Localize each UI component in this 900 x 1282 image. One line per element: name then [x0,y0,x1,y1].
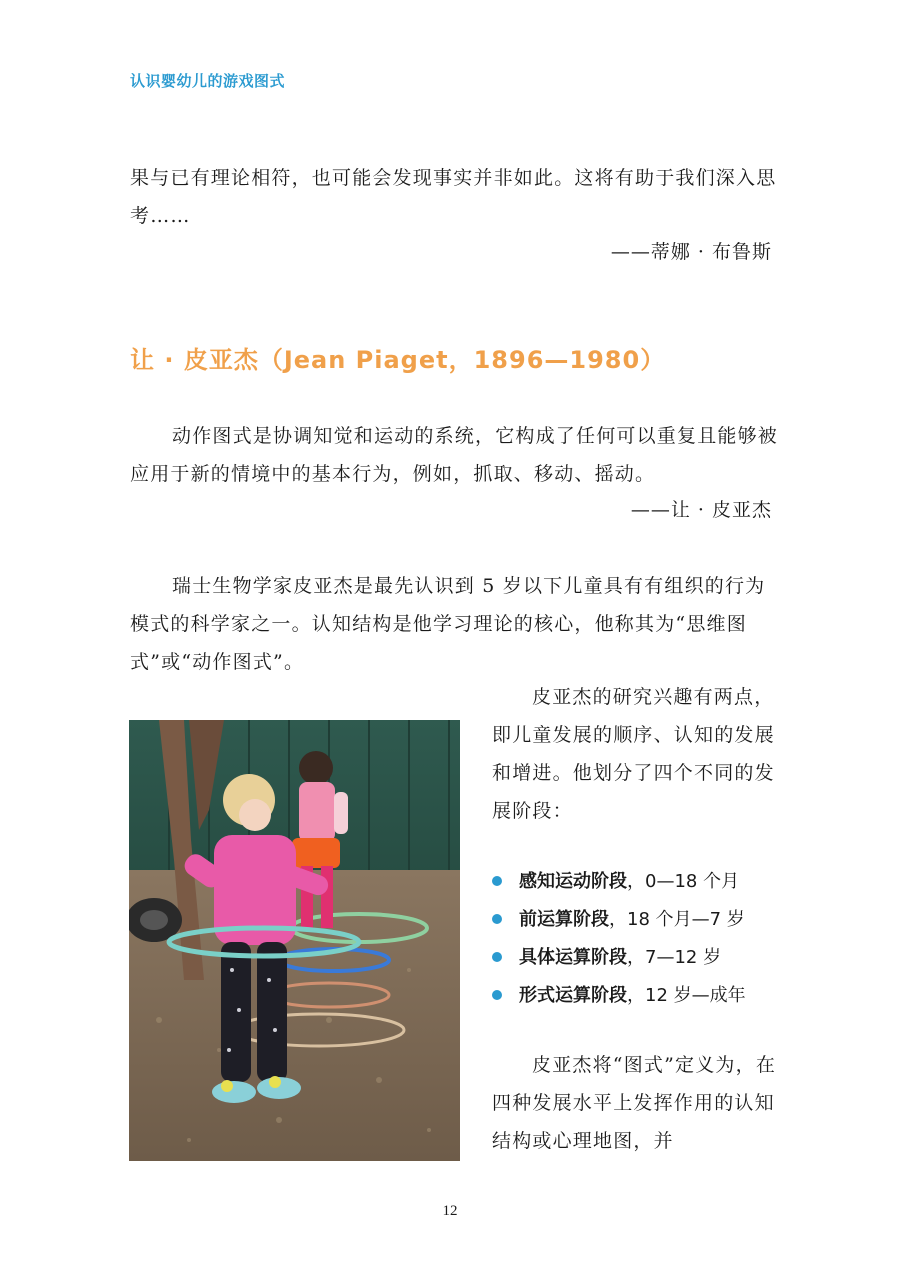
bullet-dot-icon [492,876,502,886]
page-number: 12 [442,1203,458,1219]
bullet-dot-icon [492,952,502,962]
schema-definition-paragraph: 皮亚杰将“图式”定义为，在四种发展水平上发挥作用的认知结构或心理地图，并 [492,1054,777,1152]
interest-paragraph: 皮亚杰的研究兴趣有两点，即儿童发展的顺序、认知的发展和增进。他划分了四个不同的发展阶段： [492,686,775,822]
development-stages-list [492,862,782,1014]
children-hula-hoop-photo [129,720,460,1161]
quote-top-author: ——蒂娜 · 布鲁斯 [610,241,772,263]
list-item: 形式运算阶段，12 岁—成年 [492,976,782,1014]
quote-top-text: 果与已有理论相符，也可能会发现事实并非如此。这将有助于我们深入思考…… [130,167,777,227]
list-item: 前运算阶段，18 个月—7 岁 [492,900,782,938]
quote-piaget-text: 动作图式是协调知觉和运动的系统，它构成了任何可以重复且能够被应用于新的情境中的基本行为，例如，抓取、移动、摇动。 [130,425,779,485]
list-item: 感知运动阶段，0—18 个月 [492,862,782,900]
running-head: 认识婴幼儿的游戏图式 [130,72,286,90]
section-heading: 让 · 皮亚杰（Jean Piaget，1896—1980） [130,346,666,374]
bullet-dot-icon [492,914,502,924]
list-item: 具体运算阶段，7—12 岁 [492,938,782,976]
bullet-dot-icon [492,990,502,1000]
quote-piaget-author: ——让 · 皮亚杰 [630,499,772,521]
intro-paragraph: 瑞士生物学家皮亚杰是最先认识到 5 岁以下儿童具有有组织的行为模式的科学家之一。认知结构是他学习理论的核心，他称其为“思维图式”或“动作图式”。 [130,575,766,673]
